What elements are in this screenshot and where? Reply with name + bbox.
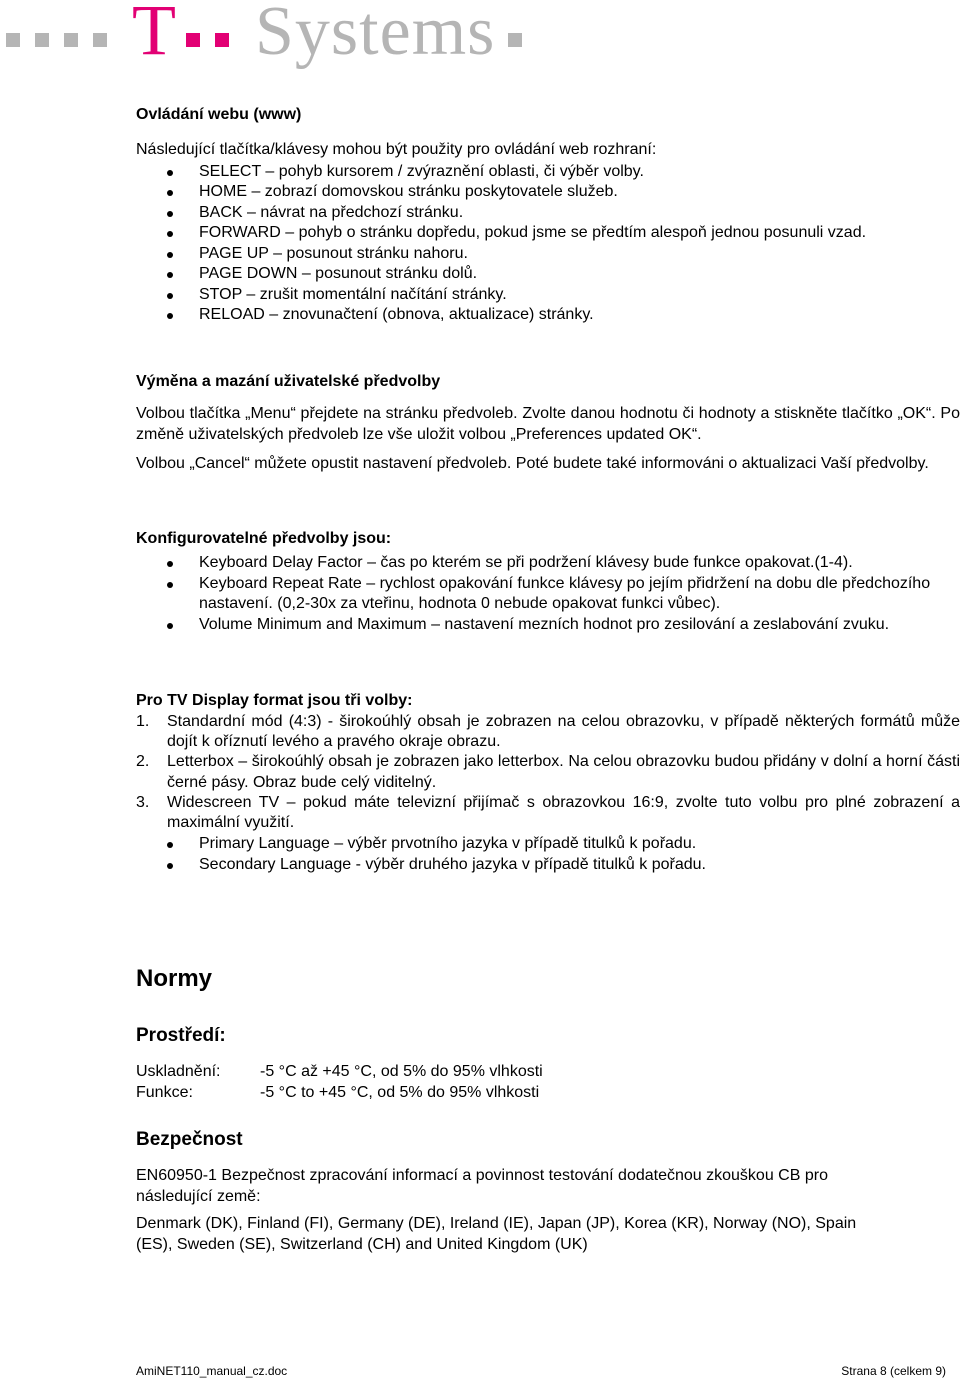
configurable-body bbox=[136, 553, 960, 636]
logo-square-magenta bbox=[215, 33, 229, 47]
bullet-icon bbox=[167, 561, 173, 567]
list-item: RELOAD – znovunačtení (obnova, aktualizace) stránky. bbox=[136, 305, 960, 326]
logo-t: T bbox=[132, 0, 176, 70]
logo-square bbox=[35, 33, 49, 47]
tv-display-list bbox=[136, 712, 960, 833]
section-title: Konfigurovatelné předvolby jsou: bbox=[136, 530, 392, 547]
environment-title: Prostředí: bbox=[136, 1025, 226, 1046]
logo-square bbox=[508, 33, 522, 47]
list-item: FORWARD – pohyb o stránku dopředu, pokud jsme se předtím alespoň jednou posunuli vzad. bbox=[136, 223, 960, 244]
bullet-icon bbox=[167, 842, 173, 848]
safety-section bbox=[136, 1128, 960, 1152]
section-title: Výměna a mazání uživatelské předvolby bbox=[136, 373, 441, 390]
list-item: BACK – návrat na předchozí stránku. bbox=[136, 203, 960, 224]
list-item: HOME – zobrazí domovskou stránku poskytovatele služeb. bbox=[136, 182, 960, 203]
configurable-list bbox=[136, 553, 960, 636]
prefs-paragraph: Volbou tlačítka „Menu“ přejdete na stránku předvoleb. Zvolte danou hodnotu či hodnoty a stiskněte tlačítko „OK“. Po změně uživatelských předvoleb lze vše uložit volbou „Preferences updated OK“. bbox=[136, 405, 960, 443]
bullet-icon bbox=[167, 582, 173, 588]
prefs-paragraph: Volbou „Cancel“ můžete opustit nastavení předvoleb. Poté budete také informováni o aktualizaci Vaší předvolby. bbox=[136, 455, 929, 472]
list-item: SELECT – pohyb kursorem / zvýraznění oblasti, či výběr volby. bbox=[136, 162, 960, 183]
intro-text: Následující tlačítka/klávesy mohou být použity pro ovládání web rozhraní: bbox=[136, 141, 657, 158]
web-control-list bbox=[136, 162, 960, 326]
list-item: Volume Minimum and Maximum – nastavení mezních hodnot pro zesilování a zeslabování zvuku. bbox=[136, 615, 960, 636]
list-item: 1. Standardní mód (4:3) - širokoúhlý obsah je zobrazen na celou obrazovku, v případě některých formátů může dojít k oříznutí levého a pravého okraje obrazu. bbox=[136, 713, 960, 751]
tv-display-body bbox=[136, 712, 960, 833]
env-label: Funkce: bbox=[136, 1084, 193, 1101]
bullet-icon bbox=[167, 313, 173, 319]
list-item: STOP – zrušit momentální načítání stránky. bbox=[136, 285, 960, 306]
logo-square bbox=[6, 33, 20, 47]
footer-page-number: Strana 8 (celkem 9) bbox=[841, 1364, 946, 1378]
language-list bbox=[136, 834, 960, 875]
safety-title: Bezpečnost bbox=[136, 1129, 243, 1150]
env-value: -5 °C to +45 °C, od 5% do 95% vlhkosti bbox=[260, 1084, 540, 1101]
section-title: Ovládání webu (www) bbox=[136, 106, 302, 123]
safety-paragraph: EN60950-1 Bezpečnost zpracování informací a povinnost testování dodatečnou zkouškou CB pro následující země: bbox=[136, 1167, 828, 1205]
prefs-body bbox=[136, 404, 960, 475]
bullet-icon bbox=[167, 252, 173, 258]
logo-square-magenta bbox=[186, 33, 200, 47]
environment-section bbox=[136, 1024, 960, 1048]
configurable-section bbox=[136, 529, 960, 549]
bullet-icon bbox=[167, 293, 173, 299]
list-item: Keyboard Delay Factor – čas po kterém se při podržení klávesy bude funkce opakovat.(1-4). bbox=[136, 553, 960, 574]
logo-square bbox=[64, 33, 78, 47]
norms-section bbox=[136, 965, 960, 993]
tv-display-section bbox=[136, 691, 960, 711]
environment-table bbox=[136, 1061, 960, 1103]
prefs-section bbox=[136, 372, 960, 392]
language-body bbox=[136, 834, 960, 875]
env-row bbox=[136, 1061, 960, 1082]
bullet-icon bbox=[167, 170, 173, 176]
web-control-body bbox=[136, 140, 960, 326]
footer-filename: AmiNET110_manual_cz.doc bbox=[136, 1364, 288, 1378]
env-row bbox=[136, 1082, 960, 1103]
env-label: Uskladnění: bbox=[136, 1063, 221, 1080]
countries-paragraph: Denmark (DK), Finland (FI), Germany (DE), Ireland (IE), Japan (JP), Korea (KR), Norway (NO), Spain (ES), Sweden (SE), Switzerland (CH) and United Kingdom (UK) bbox=[136, 1215, 857, 1253]
env-value: -5 °C až +45 °C, od 5% do 95% vlhkosti bbox=[260, 1063, 543, 1080]
bullet-icon bbox=[167, 231, 173, 237]
list-item: Keyboard Repeat Rate – rychlost opakování funkce klávesy po jejím přidržení na dobu dle předchozího nastavení. (0,2-30x za vteřinu, hodnota 0 nebude opakovat funkci vůbec). bbox=[136, 574, 960, 615]
logo-systems: Systems bbox=[255, 0, 496, 70]
bullet-icon bbox=[167, 211, 173, 217]
bullet-icon bbox=[167, 623, 173, 629]
list-item: Primary Language – výběr prvotního jazyka v případě titulků k pořadu. bbox=[136, 834, 960, 855]
bullet-icon bbox=[167, 272, 173, 278]
logo-square bbox=[93, 33, 107, 47]
list-item: 3. Widescreen TV – pokud máte televizní přijímač s obrazovkou 16:9, zvolte tuto volbu pro plné zobrazení a maximální využití. bbox=[136, 793, 960, 832]
bullet-icon bbox=[167, 190, 173, 196]
list-item: Secondary Language - výběr druhého jazyka v případě titulků k pořadu. bbox=[136, 855, 960, 876]
safety-body bbox=[136, 1166, 896, 1255]
section-title: Pro TV Display format jsou tři volby: bbox=[136, 692, 413, 709]
bullet-icon bbox=[167, 863, 173, 869]
list-item: 2. Letterbox – širokoúhlý obsah je zobrazen jako letterbox. Na celou obrazovku budou přidány v dolní a horní části černé pásy. Obraz bude celý viditelný. bbox=[136, 753, 960, 791]
web-control-section bbox=[136, 105, 960, 125]
t-systems-logo bbox=[0, 0, 960, 80]
list-item: PAGE DOWN – posunout stránku dolů. bbox=[136, 264, 960, 285]
list-item: PAGE UP – posunout stránku nahoru. bbox=[136, 244, 960, 265]
norms-title: Normy bbox=[136, 965, 213, 992]
